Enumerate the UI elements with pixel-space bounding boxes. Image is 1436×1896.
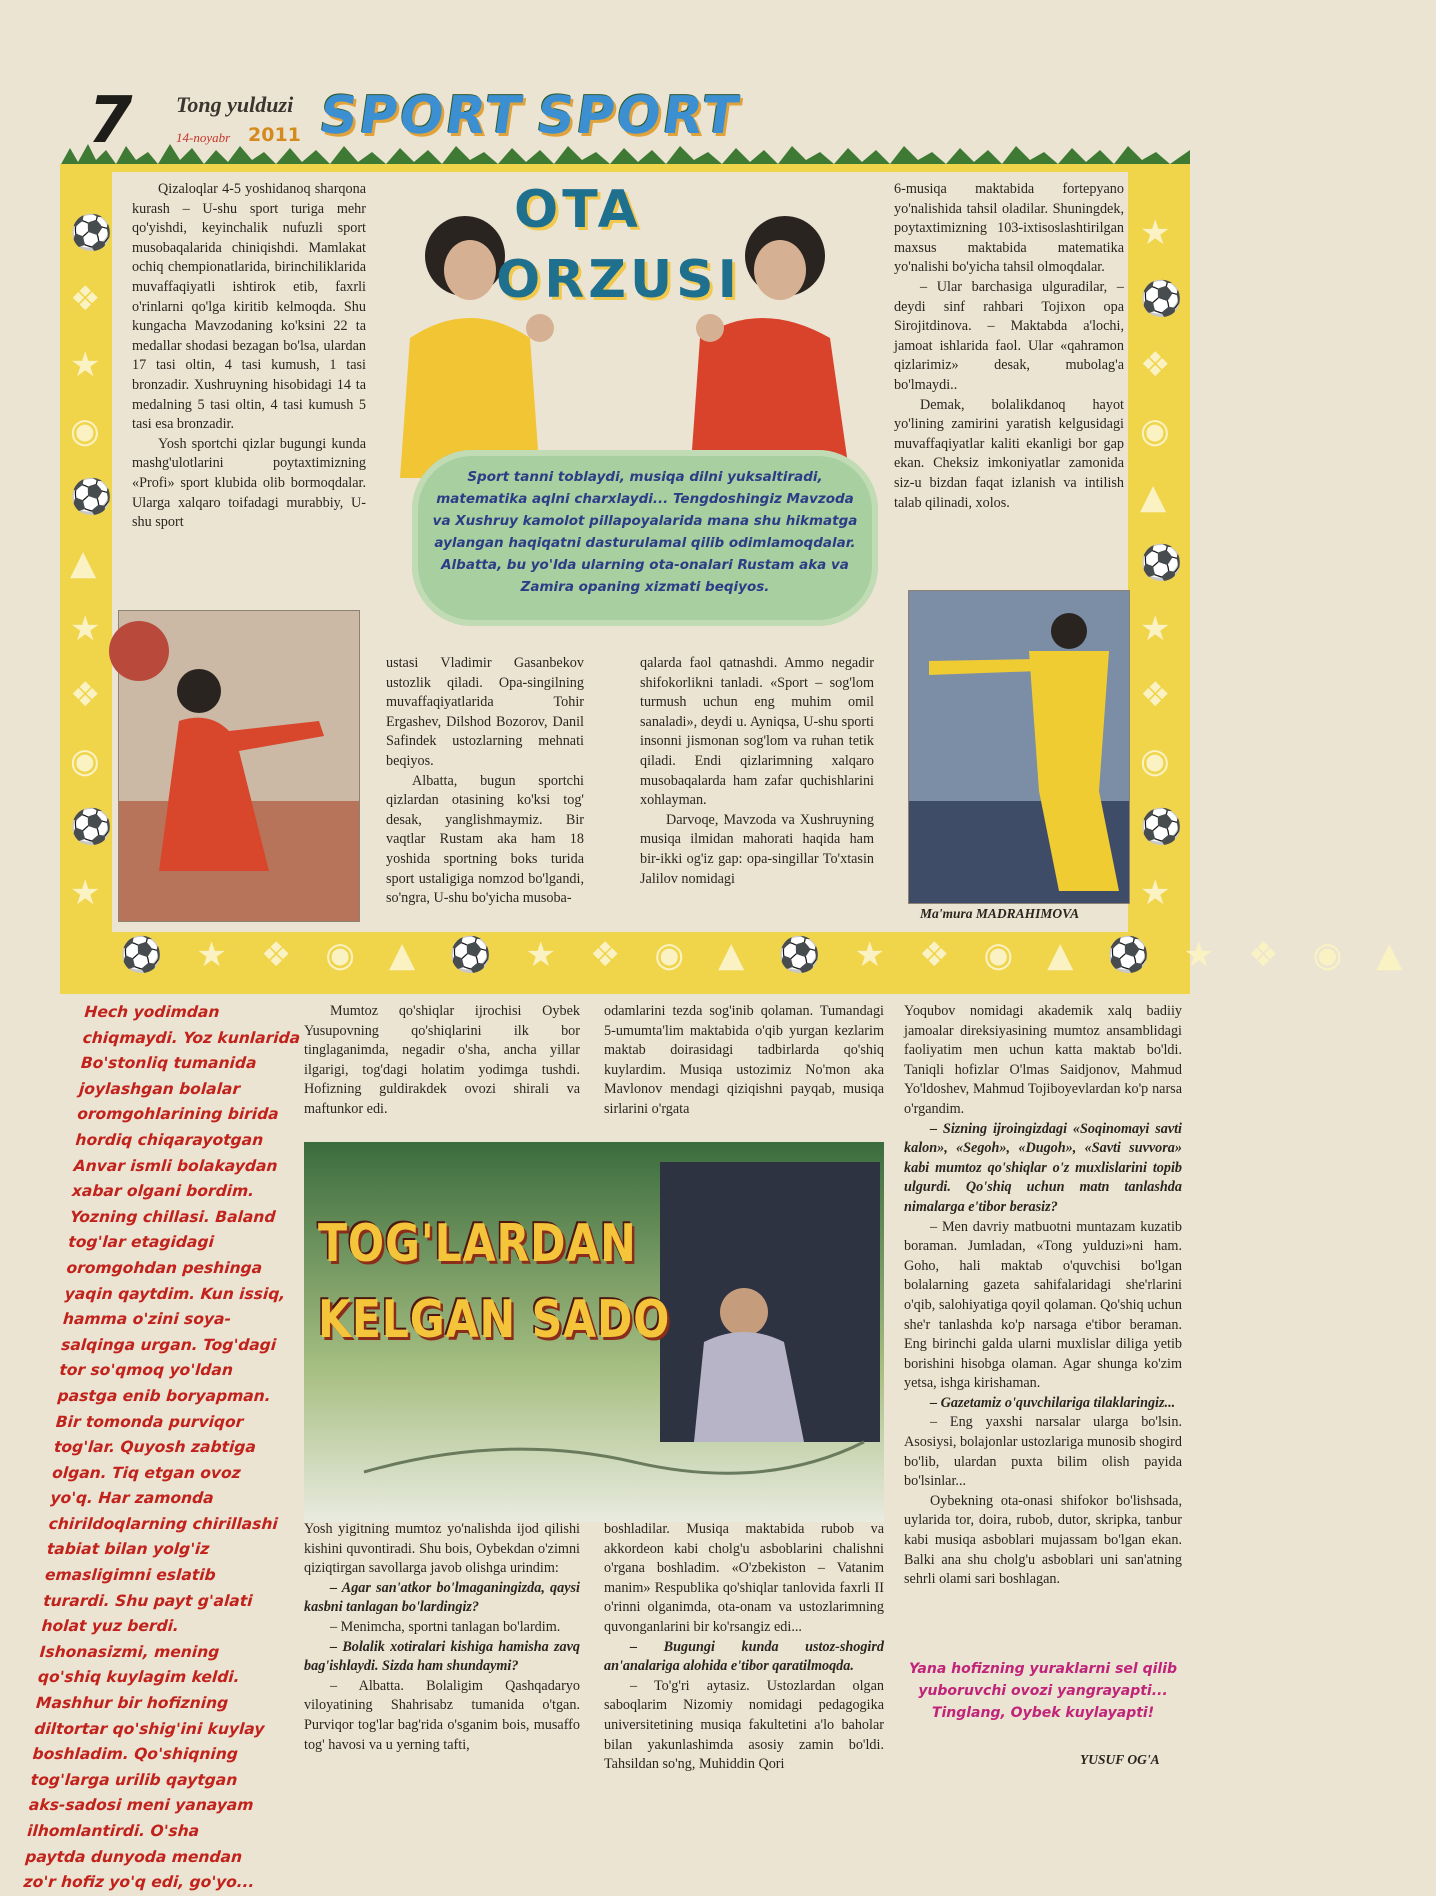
- photo-girl-stance: [118, 610, 360, 922]
- paragraph: ustasi Vladimir Gasanbekov ustozlik qiladi. Opa-singilning muvaffaqiyatlarida Tohir Ergashev, Dilshod Bozorov, Danil Safindek ustozlarning mehnati beqiyos.: [386, 655, 584, 769]
- question: – Bugungi kunda ustoz-shogird an'analariga alohida e'tibor qaratilmoqda.: [604, 1638, 884, 1675]
- article2-top-column-1: [304, 1002, 580, 1120]
- article1-column-4: [894, 180, 1124, 513]
- question: – Sizning ijroingizdagi «Soqinomayi savti kalon», «Segoh», «Dugoh», «Savti suvvora» kabi mumtoz qo'shiqlar o'z muxlislarini topib ulgurdi. Qo'shiq uchun matn tanlashda nimalarga e'tibor berasiz?: [904, 1120, 1182, 1215]
- grass-border: [60, 140, 1190, 166]
- sport-silhouette-icons: ⚽★❖◉▲⚽★❖◉▲⚽★❖◉▲⚽★❖◉▲: [120, 935, 1436, 975]
- sport-silhouette-icons: ★ ⚽ ❖ ◉ ▲ ⚽ ★ ❖ ◉ ⚽ ★: [1140, 213, 1183, 913]
- paragraph: odamlarini tezda sog'inib qolaman. Tumandagi 5-umumta'lim maktabida o'qib yurgan kezlarim maktab doirasidagi tadbirlarda qo'shiq kuylardim. Musiqa ustozimiz No'mon aka Mavlonov mendagi qiziqishni payqab, musiqa sirlarini o'rgata: [604, 1003, 884, 1117]
- article1-column-1: [132, 180, 366, 533]
- newspaper-brand: Tong yulduzi: [176, 92, 294, 117]
- banner-word: SPORT: [532, 86, 745, 146]
- article2-author: YUSUF OG'A: [1080, 1752, 1160, 1767]
- paragraph: Albatta, bugun sportchi qizlardan otasining ko'ksi tog' desak, yanglishmaymiz. Bir vaqtlar Rustam aka ham 18 yoshida sportning boks turida sport ustaligiga nomzod bo'lgandi, so'ngra, U-shu bo'yicha musoba-: [386, 772, 584, 907]
- question: – Gazetamiz o'quvchilariga tilaklaringiz...: [930, 1394, 1176, 1411]
- article1-title-line2: ORZUSI: [496, 250, 741, 310]
- article1-title-line1: OTA: [514, 180, 642, 240]
- paragraph: Oybekning ota-onasi shifokor bo'lishsada, uylarida tor, doira, rubob, dutor, skripka, tanbur kabi musiqa asboblari mujassam bo'lgan ekan. Balki ana shu cholg'u asboblari uni san'atning sehrli olami sari boshlagan.: [904, 1492, 1182, 1588]
- paragraph: – Eng yaxshi narsalar ularga bo'lsin. Asosiysi, bolajonlar ustozlariga munosib shogird bo'lib, ulardan puxta bilim olish payida bo'lsinlar...: [904, 1414, 1182, 1490]
- sport-silhouette-icons: ⚽ ❖ ★ ◉ ⚽ ▲ ★ ❖ ◉ ⚽ ★: [70, 213, 113, 913]
- article2-bottom-column-2: [604, 1520, 884, 1775]
- paragraph: – Albatta. Bolaligim Qashqadaryo viloyatining Shahrisabz tumanida o'tgan. Purviqor tog'lar bag'rida o'sganim bois, musaffo tog' havosi va u yerning tafti,: [304, 1677, 580, 1753]
- paragraph: – Ular barchasiga ulguradilar, – deydi sinf rahbari Tojixon opa Sirojitdinova. – Maktabda a'lochi, jamoat ishlarida faol. Ular «qahramon qizlarimiz» desak, mubolag'a bo'lmaydi..: [894, 278, 1124, 393]
- article2-closing: Yana hofizning yuraklarni sel qilib yuboruvchi ovozi yangrayapti... Tinglang, Oybek kuylayapti!: [908, 1661, 1178, 1721]
- paragraph: qalarda faol qatnashdi. Ammo negadir shifokorlikni tanladi. «Sport – sog'lom turmush uchun eng muhim omil sanaladi», deydi u. Ayniqsa, U-shu sporti insonni jismonan sog'lom va ruhan tetik qiladi. Endi qizlarimning xalqaro musobaqalarda ham zafar quchishlarini xohlayman.: [640, 655, 874, 809]
- paragraph: Yosh sportchi qizlar bugungi kunda mashg'ulotlarini poytaxtimizning «Profi» sport klubida olib bormoqdalar. Ularga xalqaro toifadagi murabbiy, U-shu sport: [132, 435, 366, 531]
- paragraph: 6-musiqa maktabida fortepyano yo'nalishida tahsil oladilar. Shuningdek, poytaxtimizning 103-ixtisoslashtirilgan maxsus maktabida matematika yo'nalishi bo'yicha tahsil olmoqdalar.: [894, 181, 1124, 276]
- article1-author: Ma'mura MADRAHIMOVA: [920, 906, 1080, 921]
- paragraph: – Menimcha, sportni tanlagan bo'lardim.: [330, 1618, 561, 1635]
- paragraph: Mumtoz qo'shiqlar ijrochisi Oybek Yusupovning qo'shiqlarini ilk bor tinglaganimda, negadir o'sha, ancha yillar ilgarigi, tog'dagi holatim yodimga tushdi. Hofizning guldirakdek ovozi shirali va maftunkor edi.: [304, 1003, 580, 1117]
- paragraph: Qizaloqlar 4-5 yoshidanoq sharqona kurash – U-shu sport turiga mehr qo'yishdi, keyinchalik nufuzli sport musobaqalarida chiniqishdi. Mamlakat ochiq chempionatlarida, birinchiliklarida muvaffaqiyatli ishtirok etib, faxrli o'rinlarni qo'lga kiritib kelmoqda. Shu kungacha Mavzodaning ko'ksini 22 ta medallar shodasi bezagan bo'lsa, ulardan 17 tasi oltin, 4 tasi kumush, 1 tasi bronzadir. Xushruyning hisobidagi 14 ta medalning 5 tasi oltin, 4 tasi kumush 5 tasi esa bronzadir.: [132, 181, 366, 433]
- banner-word: SPORT: [315, 86, 528, 146]
- paragraph: Yosh yigitning mumtoz yo'nalishda ijod qilishi kishini quvontiradi. Shu bois, Oybekdan o'zimni qiziqtirgan savollarga javob olishga urindim:: [304, 1521, 580, 1577]
- issue-year: 2011: [248, 124, 301, 146]
- paragraph: Demak, bolalikdanoq hayot yo'lining zamirini yaratish kelgusidagi muvaffaqiyatlar kaliti ekanligi bor gap ekan. Cheksiz imkoniyatlar zamonida siz-u bizdan faqat izlanish va intilish talab qilinadi, xolos.: [894, 396, 1124, 511]
- page-number: 7: [88, 84, 133, 158]
- paragraph: Yoqubov nomidagi akademik xalq badiiy jamoalar direksiyasining mumtoz ansamblidagi faoliyatim men uchun katta maktab bo'ldi. Taniqli hofizlar O'lmas Saidjonov, Mahmud Yo'ldoshev, Mahmud Tojiboyevlardan ko'p narsa o'rgandim.: [904, 1003, 1182, 1117]
- article1-lead: Sport tanni toblaydi, musiqa dilni yuksaltiradi, matematika aqlni charxlaydi... Tengdoshingiz Mavzoda va Xushruy kamolot pillapoyalarida mana shu hikmatga aylangan haqiqatni dasturulamal qilib odimlamoqdalar. Albatta, bu yo'lda ularning ota-onalari Rustam aka va Zamira opaning xizmati beqiyos.: [432, 469, 858, 595]
- issue-date: 14-noyabr: [176, 130, 231, 145]
- photo-girl-kick: [908, 590, 1130, 904]
- article2-sidebar: Hech yodimdan chiqmaydi. Yoz kunlarida Bo'stonliq tumanida joylashgan bolalar oromgohlarining birida hordiq chiqarayotgan Anvar ismli bolakaydan xabar olgani bordim. Yozning chillasi. Baland tog'lar etagidagi oromgohdan peshinga yaqin qaytdim. Kun issiq, hamma o'zini soya-salqinga urgan. Tog'dagi tor so'qmoq yo'ldan pastga enib boryapman. Bir tomonda purviqor tog'lar. Quyosh zabtiga olgan. Tiq etgan ovoz yo'q. Har zamonda chirildoqlarning chirillashi tabiat bilan yolg'iz emasligimni eslatib turardi. Shu payt g'alati holat yuz berdi. Ishonasizmi, mening qo'shiq kuylagim keldi. Mashhur bir hofizning diltortar qo'shig'ini kuylay boshladim. Qo'shiqning tog'larga urilib qaytgan aks-sadosi meni yanayam ilhomlantirdi. O'sha paytda dunyoda mendan zo'r hofiz yo'q edi, go'yo...: [23, 1003, 301, 1892]
- article1-column-2: [386, 654, 584, 909]
- article2-top-column-2: [604, 1002, 884, 1120]
- girl-kick-illustration: [909, 591, 1129, 903]
- article2-right-column: [904, 1002, 1182, 1590]
- paragraph: boshladilar. Musiqa maktabida rubob va akkordeon kabi cholg'u asboblarini chalishni o'rgana boshladim. «O'zbekiston – Vatanim manim» Respublika qo'shiqlar tanlovida faxrli II o'rinni olganimda, ota-onam va ustozlarimning quvonganlarini bir ko'rsangiz edi...: [604, 1521, 884, 1635]
- sport-banner: [315, 86, 745, 146]
- poster-title-line2: KELGAN SADO: [318, 1290, 671, 1350]
- paragraph: Darvoqe, Mavzoda va Xushruyning musiqa ilmidan mahorati haqida ham bir-ikki og'iz gap: opa-singillar To'xtasin Jalilov nomidagi: [640, 811, 874, 887]
- question: – Agar san'atkor bo'lmaganingizda, qaysi kasbni tanlagan bo'lardingiz?: [304, 1579, 580, 1616]
- girl-stance-illustration: [119, 611, 359, 921]
- article1-column-3: [640, 654, 874, 889]
- poster-title-line1: TOG'LARDAN: [318, 1214, 637, 1274]
- question: – Bolalik xotiralari kishiga hamisha zavq bag'ishlaydi. Sizda ham shundaymi?: [304, 1638, 580, 1675]
- article2-bottom-column-1: [304, 1520, 580, 1755]
- paragraph: – Men davriy matbuotni muntazam kuzatib boraman. Jumladan, «Tong yulduzi»ni ham. Goho, hali maktab o'quvchisi bo'lgan bolalarning gazeta sahifalaridagi she'rlarini o'qib, salohiyatiga qoyil qolaman. Qo'shiq uchun she'r tanlashda ko'p narsaga e'tibor beraman. Eng birinchi galda ularni muxlislar diliga yetib borishini hisobga olaman. Agar shunga ko'zim yetsa, ishga kirishaman.: [904, 1218, 1182, 1392]
- paragraph: – To'g'ri aytasiz. Ustozlardan olgan saboqlarim Nizomiy nomidagi pedagogika universitetining musiqa fakultetini a'lo baholar bilan yakunlashimda asosiy zamin bo'ldi. Tahsildan so'ng, Muhiddin Qori: [604, 1677, 884, 1773]
